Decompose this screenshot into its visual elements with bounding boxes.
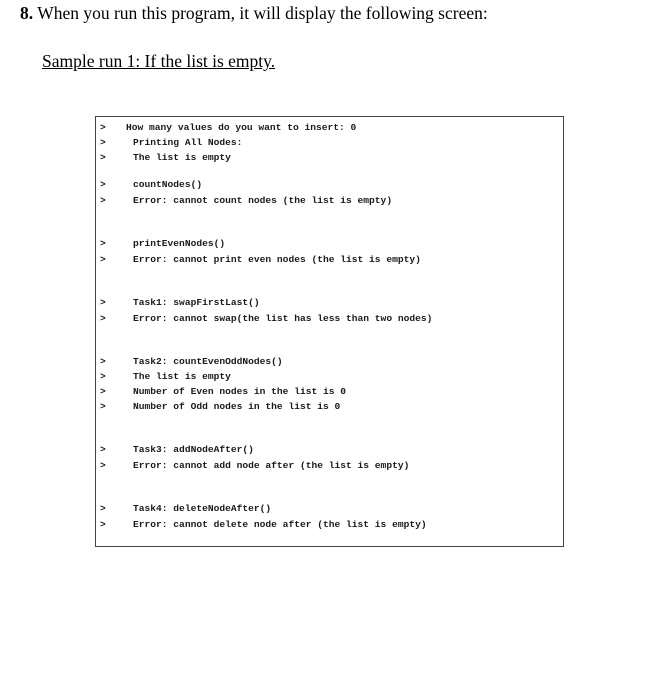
console-output-box	[95, 116, 564, 547]
console-prompt-icon: >	[100, 195, 106, 206]
console-line-text: Printing All Nodes:	[133, 137, 243, 148]
console-prompt-icon: >	[100, 137, 106, 148]
console-prompt-icon: >	[100, 519, 106, 530]
console-line-text: printEvenNodes()	[133, 238, 226, 249]
console-line-text: Number of Odd nodes in the list is 0	[133, 401, 341, 412]
console-line-text: Error: cannot swap(the list has less than two nodes)	[133, 313, 433, 324]
console-line-text: countNodes()	[133, 179, 203, 190]
console-line-text: The list is empty	[133, 371, 231, 382]
console-prompt-icon: >	[100, 503, 106, 514]
sample-run-title: Sample run 1: If the list is empty.	[42, 51, 276, 71]
console-line-text: Error: cannot delete node after (the list is empty)	[133, 519, 427, 530]
console-line-text: Number of Even nodes in the list is 0	[133, 386, 347, 397]
console-line-text: Error: cannot count nodes (the list is empty)	[133, 195, 393, 206]
console-prompt-icon: >	[100, 356, 106, 367]
console-line-text: Error: cannot add node after (the list is empty)	[133, 460, 410, 471]
question-heading	[20, 3, 488, 24]
console-line-text: How many values do you want to insert: 0	[126, 122, 357, 133]
console-prompt-icon: >	[100, 444, 106, 455]
console-line-text: Error: cannot print even nodes (the list is empty)	[133, 254, 421, 265]
console-prompt-icon: >	[100, 238, 106, 249]
console-line-text: Task4: deleteNodeAfter()	[133, 503, 272, 514]
console-prompt-icon: >	[100, 371, 106, 382]
console-prompt-icon: >	[100, 297, 106, 308]
console-prompt-icon: >	[100, 179, 106, 190]
console-prompt-icon: >	[100, 386, 106, 397]
question-text: When you run this program, it will display the following screen:	[37, 3, 488, 23]
console-prompt-icon: >	[100, 122, 106, 133]
console-prompt-icon: >	[100, 460, 106, 471]
console-prompt-icon: >	[100, 254, 106, 265]
console-prompt-icon: >	[100, 401, 106, 412]
console-line-text: Task1: swapFirstLast()	[133, 297, 260, 308]
console-line-text: Task2: countEvenOddNodes()	[133, 356, 283, 367]
console-line-text: Task3: addNodeAfter()	[133, 444, 254, 455]
console-prompt-icon: >	[100, 152, 106, 163]
console-line-text: The list is empty	[133, 152, 231, 163]
console-prompt-icon: >	[100, 313, 106, 324]
question-number: 8.	[20, 3, 34, 23]
